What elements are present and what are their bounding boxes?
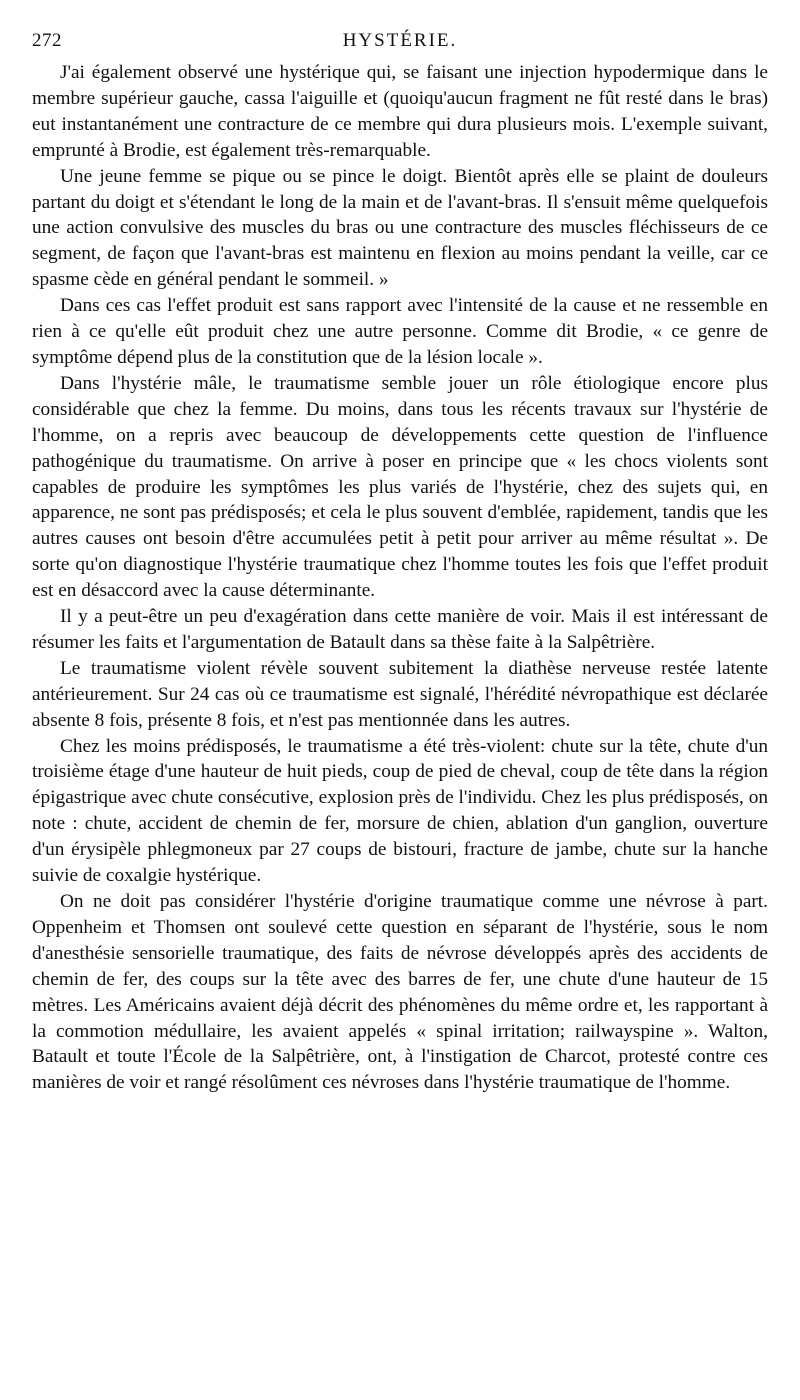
- running-title: HYSTÉRIE.: [342, 30, 458, 51]
- book-page: [32, 24, 768, 1096]
- paragraph-8: On ne doit pas considérer l'hystérie d'origine traumatique comme une névrose à part. Oppenheim et Thomsen ont soulevé cette question en séparant de l'hystérie, sous le nom d'anesthésie sensorielle traumatique, des faits de névrose développés après des accidents de chemin de fer, des coups sur la tête avec des barres de fer, une chute d'une hauteur de 15 mètres. Les Américains avaient déjà décrit des phénomènes du même ordre et, les rapportant à la commotion médullaire, les avaient appelés « spinal irritation; railwayspine ». Walton, Batault et toute l'École de la Salpêtrière, ont, à l'instigation de Charcot, protesté contre ces manières de voir et rangé résolûment ces névroses dans l'hystérie traumatique de l'homme.: [32, 891, 768, 1094]
- paragraph-6: Le traumatisme violent révèle souvent subitement la diathèse nerveuse restée latente antérieurement. Sur 24 cas où ce traumatisme est signalé, l'hérédité névropathique est déclarée absente 8 fois, présente 8 fois, et n'est pas mentionnée dans les autres.: [32, 657, 768, 731]
- paragraph-3: Dans ces cas l'effet produit est sans rapport avec l'intensité de la cause et ne ressemble en rien à ce qu'elle eût produit chez une autre personne. Comme dit Brodie, « ce genre de symptôme dépend plus de la constitution que de la lésion locale ».: [32, 295, 768, 368]
- paragraph-5: Il y a peut-être un peu d'exagération dans cette manière de voir. Mais il est intéressant de résumer les faits et l'argumentation de Batault dans sa thèse faite à la Salpêtrière.: [32, 606, 768, 653]
- body-text: [32, 60, 768, 1096]
- paragraph-1: J'ai également observé une hystérique qui, se faisant une injection hypodermique dans le membre supérieur gauche, cassa l'aiguille et (quoiqu'aucun fragment ne fût resté dans le bras) eut instantanément une contracture de ce membre qui dura plusieurs mois. L'exemple suivant, emprunté à Brodie, est également très-remarquable.: [32, 62, 768, 161]
- paragraph-4: Dans l'hystérie mâle, le traumatisme semble jouer un rôle étiologique encore plus considérable que chez la femme. Du moins, dans tous les récents travaux sur l'hystérie de l'homme, on a repris avec beaucoup de développements cette question de l'influence pathogénique du traumatisme. On arrive à poser en principe que « les chocs violents sont capables de produire les symptômes les plus variés de l'hystérie, chez des sujets qui, en apparence, ne sont pas prédisposés; et cela le plus souvent d'emblée, rapidement, tandis que les autres causes ont besoin d'être accumulées petit à petit pour arriver au même résultat ». De sorte qu'on diagnostique l'hystérie traumatique chez l'homme toutes les fois que l'effet produit est en désaccord avec la cause déterminante.: [32, 372, 768, 602]
- paragraph-2: Une jeune femme se pique ou se pince le doigt. Bientôt après elle se plaint de douleurs partant du doigt et s'étendant le long de la main et de l'avant-bras. Il s'ensuit même quelquefois une action convulsive des muscles du bras ou une contracture des muscles fléchisseurs de ce segment, de façon que l'avant-bras est maintenu en flexion au moins pendant la veille, car ce spasme cède en général pendant le sommeil. »: [32, 165, 768, 291]
- paragraph-7: Chez les moins prédisposés, le traumatisme a été très-violent: chute sur la tête, chute d'un troisième étage d'une hauteur de huit pieds, coup de pied de cheval, coup de tête dans la région épigastrique avec chute consécutive, explosion près de l'individu. Chez les plus prédisposés, on note : chute, accident de chemin de fer, morsure de chien, ablation d'un ganglion, ouverture d'un érysipèle phlegmoneux par 27 coups de bistouri, fracture de jambe, chute sur la hanche suivie de coxalgie hystérique.: [32, 735, 768, 887]
- page-number: 272: [32, 30, 62, 51]
- page-header: [32, 24, 768, 58]
